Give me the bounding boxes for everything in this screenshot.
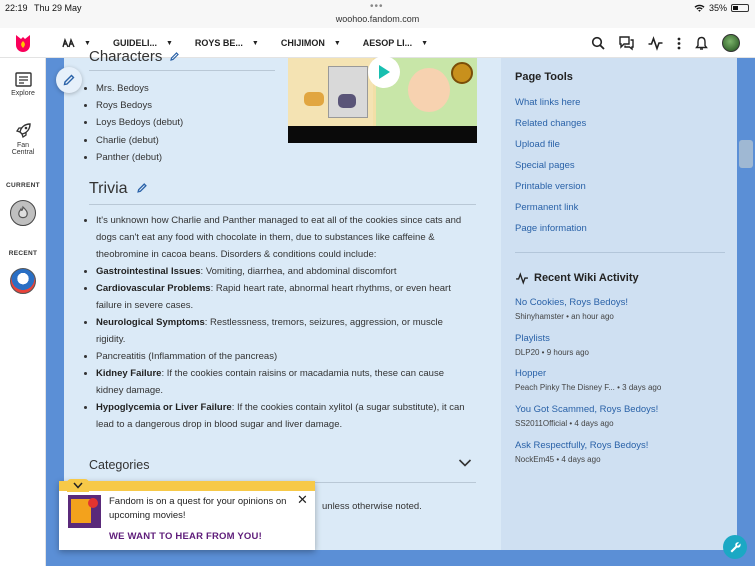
play-button[interactable] xyxy=(368,56,400,88)
page-tool-link[interactable]: Page information xyxy=(515,223,587,234)
toast-message: Fandom is on a quest for your opinions on upcoming movies! xyxy=(109,496,287,521)
nav-item-label: ROYS BE... xyxy=(194,38,243,48)
status-bar xyxy=(0,0,755,28)
chevron-down-icon xyxy=(73,482,83,489)
rail-fan-central[interactable] xyxy=(0,122,46,156)
tools-fab[interactable] xyxy=(723,535,747,559)
license-text: unless otherwise noted. xyxy=(322,501,422,512)
list-item: • Roys Bedoys xyxy=(96,97,183,114)
battery-icon xyxy=(731,4,749,12)
list-item xyxy=(96,263,472,280)
trivia-text: : Vomiting, diarrhea, and abdominal discomfort xyxy=(200,266,397,277)
list-item: • Loys Bedoys (debut) xyxy=(96,114,183,131)
left-rail xyxy=(0,58,46,566)
fandom-logo-icon[interactable] xyxy=(13,33,33,53)
toast-thumbnail xyxy=(68,495,101,528)
heading-divider xyxy=(89,204,476,205)
video-control-bar xyxy=(288,126,477,143)
page-tool-link[interactable]: Upload file xyxy=(515,139,560,150)
list-item: • Mrs. Bedoys xyxy=(96,80,183,97)
rail-fan-label-1: Fan xyxy=(16,142,30,149)
list-item xyxy=(96,314,472,348)
rail-fan-label-2: Central xyxy=(11,149,35,156)
activity-icon[interactable] xyxy=(648,37,663,50)
activity-item-title[interactable]: Playlists xyxy=(515,333,550,344)
trivia-term: Gastrointestinal Issues xyxy=(96,266,201,277)
chevron-down-icon: ▼ xyxy=(84,39,91,47)
rocket-icon xyxy=(15,122,32,139)
survey-toast xyxy=(59,481,315,550)
trivia-term: Neurological Symptoms xyxy=(96,317,205,328)
multitask-dots[interactable]: ••• xyxy=(370,1,384,12)
nav-item-roys-bedoys[interactable] xyxy=(195,38,259,48)
toast-collapse-tab[interactable] xyxy=(67,479,89,492)
sidebar-divider xyxy=(515,252,725,253)
video-scene-face xyxy=(408,68,450,112)
nav-item-label: CHIJIMON xyxy=(280,38,325,48)
activity-item-meta: Shinyhamster • an hour ago xyxy=(515,312,614,321)
address-bar[interactable]: woohoo.fandom.com xyxy=(335,14,420,24)
edit-pencil-icon[interactable] xyxy=(170,52,179,61)
rail-recent-heading: RECENT xyxy=(8,250,38,257)
characters-list xyxy=(96,80,183,166)
video-scene-cat xyxy=(338,94,356,108)
activity-item-meta: DLP20 • 9 hours ago xyxy=(515,348,589,357)
nav-tools xyxy=(591,28,740,58)
page-tool-link[interactable]: What links here xyxy=(515,97,581,108)
list-item xyxy=(96,348,472,365)
video-scene-dog xyxy=(304,92,324,106)
list-item: • Panther (debut) xyxy=(96,149,183,166)
trivia-term: Kidney Failure xyxy=(96,368,162,379)
chevron-down-icon: ▼ xyxy=(421,39,429,47)
trivia-text: : If the cookies contain raisins or macadamia nuts, these can cause kidney damage. xyxy=(96,368,444,396)
activity-item-meta: Peach Pinky The Disney F... • 3 days ago xyxy=(515,383,662,392)
recent-activity-title-text: Recent Wiki Activity xyxy=(534,272,639,284)
notifications-bell-icon[interactable] xyxy=(695,36,708,51)
video-scene-fridge xyxy=(328,66,368,118)
nav-item-label: GUIDELI... xyxy=(112,38,157,48)
status-indicators xyxy=(694,3,749,13)
rail-explore-label: Explore xyxy=(11,90,35,97)
list-item xyxy=(96,365,472,399)
trivia-text: : If the cookies contain xylitol (a sugar substitute), it can lead to a dangerous drop in blood sugar and liver damage. xyxy=(96,402,465,430)
play-icon xyxy=(377,64,391,80)
page-tool-link[interactable]: Related changes xyxy=(515,118,587,129)
page-tool-link[interactable]: Printable version xyxy=(515,181,586,192)
edit-button[interactable] xyxy=(56,67,82,93)
list-item xyxy=(96,280,472,314)
current-wiki-avatar[interactable] xyxy=(10,200,36,226)
more-vertical-icon[interactable] xyxy=(677,37,681,50)
nav-wiki-icon-menu[interactable] xyxy=(62,39,91,48)
fandom-flame-icon xyxy=(17,206,29,220)
search-icon[interactable] xyxy=(591,36,605,50)
toast-cta-link[interactable]: WE WANT TO HEAR FROM YOU! xyxy=(109,531,262,542)
trivia-text: : Rapid heart rate, abnormal heart rhythms, or even heart failure in severe cases. xyxy=(96,283,451,311)
activity-item-title[interactable]: Hopper xyxy=(515,368,547,379)
date: Thu 29 May xyxy=(34,3,82,13)
characters-heading-text: Characters xyxy=(89,48,163,65)
trivia-list xyxy=(96,212,472,433)
page-tool-link[interactable]: Special pages xyxy=(515,160,575,171)
characters-heading xyxy=(89,48,179,65)
activity-icon xyxy=(515,273,529,284)
video-scene-cookie xyxy=(451,62,473,84)
activity-item-title[interactable]: Ask Respectfully, Roys Bedoys! xyxy=(515,440,649,451)
trivia-heading xyxy=(89,180,147,198)
activity-item-meta: NockEm45 • 4 days ago xyxy=(515,455,601,464)
list-item: • It's unknown how Charlie and Panther managed to eat all of the cookies since cats and dogs can't eat any food with chocolate in them, due to substances like caffeine & theobromine in cacoa beans. Disorders & conditions could include: xyxy=(96,212,472,263)
scrollbar[interactable] xyxy=(739,140,753,168)
trivia-term: Cardiovascular Problems xyxy=(96,283,211,294)
trivia-heading-text: Trivia xyxy=(89,180,128,197)
chevron-down-icon: ▼ xyxy=(165,39,173,47)
activity-item-meta: SS2011Official • 4 days ago xyxy=(515,419,614,428)
nav-item-label: AESOP LI... xyxy=(362,38,413,48)
nav-item-guidelines[interactable] xyxy=(113,38,173,48)
chevron-down-icon: ▼ xyxy=(251,39,259,47)
clock: 22:19 xyxy=(5,3,28,13)
wiki-home-icon xyxy=(62,39,75,48)
categories-heading[interactable]: Categories xyxy=(89,458,150,472)
activity-item-title[interactable]: You Got Scammed, Roys Bedoys! xyxy=(515,404,659,415)
activity-item-title[interactable]: No Cookies, Roys Bedoys! xyxy=(515,297,628,308)
list-item xyxy=(96,399,472,433)
rail-explore[interactable] xyxy=(0,72,46,97)
wifi-icon xyxy=(694,4,705,12)
nav-item-chijimon[interactable] xyxy=(281,38,341,48)
page-tool-link[interactable]: Permanent link xyxy=(515,202,579,213)
video-player[interactable] xyxy=(288,58,477,143)
right-sidebar xyxy=(501,58,737,550)
article-content xyxy=(64,48,501,550)
user-avatar[interactable] xyxy=(722,34,740,52)
rail-current-heading: CURRENT xyxy=(6,182,40,189)
toast-thumb-badge xyxy=(88,498,98,508)
trivia-term: Hypoglycemia or Liver Failure xyxy=(96,402,232,413)
edit-pencil-icon xyxy=(63,74,75,86)
trivia-text: : Restlessness, tremors, seizures, aggression, or muscle rigidity. xyxy=(96,317,443,345)
battery-percent: 35% xyxy=(708,3,727,13)
trivia-text: Pancreatitis (Inflammation of the pancreas) xyxy=(96,351,278,362)
discussions-icon[interactable] xyxy=(619,36,634,50)
list-item: • Charlie (debut) xyxy=(96,132,183,149)
recent-wiki-avatar[interactable] xyxy=(10,268,36,294)
nav-item-aesop[interactable] xyxy=(363,38,428,48)
page-tools-title: Page Tools xyxy=(515,71,573,83)
chevron-down-icon[interactable] xyxy=(458,458,472,468)
close-icon[interactable]: ✕ xyxy=(297,492,308,507)
explore-icon xyxy=(15,72,32,87)
heading-divider xyxy=(89,70,275,71)
chevron-down-icon: ▼ xyxy=(333,39,341,47)
recent-activity-title xyxy=(515,272,639,284)
edit-pencil-icon[interactable] xyxy=(137,183,147,193)
wrench-icon xyxy=(729,541,742,554)
